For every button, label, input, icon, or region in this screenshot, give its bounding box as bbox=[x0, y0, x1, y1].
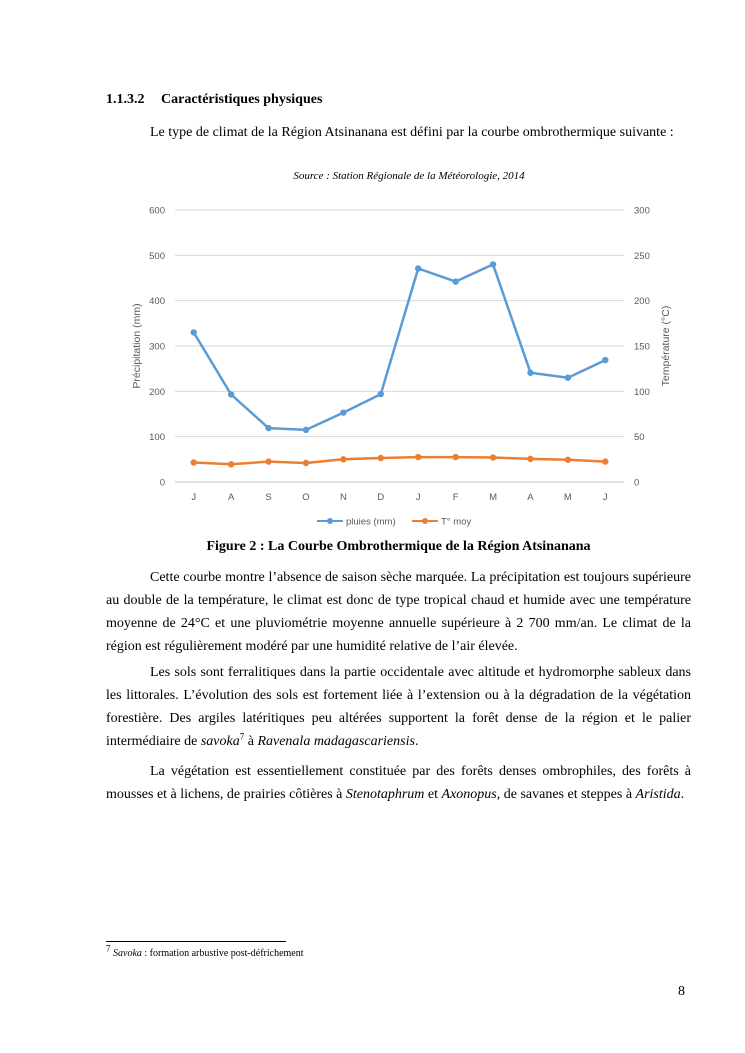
paragraph-vegetation-text-3: , de savanes et steppes à bbox=[496, 787, 636, 802]
data-point bbox=[527, 370, 533, 376]
term-stenotaphrum: Stenotaphrum bbox=[345, 787, 425, 802]
data-point bbox=[452, 454, 458, 460]
term-savoka: savoka bbox=[200, 734, 240, 749]
data-point bbox=[303, 427, 309, 433]
paragraph-soils-text-3: . bbox=[414, 734, 419, 749]
y-tick-label: 600 bbox=[149, 205, 165, 217]
y-tick-label: 0 bbox=[159, 477, 165, 489]
y-right-tick-label: 50 bbox=[634, 432, 645, 444]
y-right-tick-label: 100 bbox=[634, 386, 650, 398]
data-point bbox=[602, 357, 608, 363]
data-point bbox=[340, 456, 346, 462]
data-point bbox=[265, 425, 271, 431]
data-point bbox=[490, 454, 496, 460]
data-point bbox=[527, 456, 533, 462]
data-point bbox=[415, 454, 421, 460]
data-point bbox=[265, 458, 271, 464]
x-tick-label: F bbox=[452, 492, 459, 503]
y-tick-label: 300 bbox=[149, 341, 165, 353]
x-tick-label: N bbox=[339, 492, 347, 503]
y-right-tick-label: 150 bbox=[634, 341, 650, 353]
y-axis-title: Précipitation (mm) bbox=[131, 303, 143, 389]
x-tick-label: J bbox=[602, 492, 608, 503]
x-tick-label: A bbox=[527, 492, 534, 503]
y-tick-label: 400 bbox=[149, 296, 165, 308]
term-axonopus: Axonopus bbox=[441, 787, 497, 802]
y-tick-label: 100 bbox=[149, 432, 165, 444]
data-point bbox=[191, 329, 197, 335]
y-right-tick-label: 300 bbox=[634, 205, 650, 217]
paragraph-vegetation-text-4: . bbox=[680, 787, 685, 802]
y-right-tick-label: 200 bbox=[634, 296, 650, 308]
intro-text: Le type de climat de la Région Atsinanana est défini par la courbe ombrothermique suivante : bbox=[150, 125, 674, 140]
x-tick-label: J bbox=[415, 492, 421, 503]
paragraph-soils bbox=[106, 661, 691, 753]
term-ravenala: Ravenala madagascariensis bbox=[257, 734, 415, 749]
footnote-term: Savoka bbox=[113, 948, 142, 959]
paragraph-vegetation-text-2: et bbox=[424, 787, 442, 802]
paragraph-vegetation-text: La végétation est essentiellement constituée par des forêts denses ombrophiles, des forêts à mousses et à lichens, de prairies côtières à bbox=[106, 764, 691, 802]
footnote-number: 7 bbox=[106, 943, 111, 954]
figure-caption: Figure 2 : La Courbe Ombrothermique de la Région Atsinanana bbox=[206, 539, 591, 554]
data-point bbox=[602, 458, 608, 464]
data-point bbox=[378, 455, 384, 461]
series-line-0 bbox=[194, 264, 606, 430]
data-point bbox=[228, 461, 234, 467]
x-tick-label: J bbox=[191, 492, 197, 503]
data-point bbox=[565, 375, 571, 381]
legend-marker bbox=[327, 518, 333, 524]
data-point bbox=[340, 409, 346, 415]
paragraph-soils-text: Les sols sont ferralitiques dans la partie occidentale avec altitude et hydromorphe sableux dans les littorales. L’évolution des sols est fortement liée à l’extension ou à la dégradation de la végétation forestière. Des argiles latéritiques peu altérées supportent la forêt dense de la région et le palier intermédiaire de bbox=[106, 665, 691, 749]
ombrothermic-chart bbox=[125, 198, 695, 534]
legend-label: T° moy bbox=[441, 516, 472, 528]
term-aristida: Aristida bbox=[635, 787, 681, 802]
x-tick-label: D bbox=[377, 492, 385, 503]
chart-source: Source : Station Régionale de la Météorologie, 2014 bbox=[293, 170, 525, 182]
paragraph-climate bbox=[106, 566, 691, 658]
x-tick-label: A bbox=[227, 492, 235, 503]
section-title: Caractéristiques physiques bbox=[161, 92, 323, 107]
y-right-axis-title: Température (°C) bbox=[660, 305, 672, 387]
footnote bbox=[106, 943, 304, 959]
x-tick-label: S bbox=[265, 492, 272, 503]
paragraph-soils-text-2: à bbox=[244, 734, 258, 749]
y-tick-label: 200 bbox=[149, 386, 165, 398]
page-number: 8 bbox=[678, 984, 685, 999]
footnote-text: : formation arbustive post-défrichement bbox=[141, 948, 304, 959]
data-point bbox=[490, 261, 496, 267]
section-number: 1.1.3.2 bbox=[106, 92, 145, 107]
x-tick-label: O bbox=[302, 492, 310, 503]
data-point bbox=[378, 391, 384, 397]
y-tick-label: 500 bbox=[149, 250, 165, 262]
paragraph-vegetation bbox=[106, 760, 691, 806]
data-point bbox=[565, 457, 571, 463]
chart-legend bbox=[317, 517, 471, 528]
y-right-tick-label: 0 bbox=[634, 477, 640, 489]
x-tick-label: M bbox=[563, 492, 572, 503]
data-point bbox=[191, 459, 197, 465]
data-point bbox=[452, 278, 458, 284]
section-heading bbox=[106, 92, 322, 108]
series-line-1 bbox=[194, 457, 606, 464]
chart-gridlines bbox=[175, 210, 624, 482]
legend-label: pluies (mm) bbox=[346, 516, 396, 528]
legend-marker bbox=[422, 518, 428, 524]
x-tick-label: M bbox=[489, 492, 498, 503]
footnote-separator bbox=[106, 941, 286, 942]
y-right-tick-label: 250 bbox=[634, 250, 650, 262]
paragraph-climate-text: Cette courbe montre l’absence de saison sèche marquée. La précipitation est toujours supérieure au double de la température, le climat est donc de type tropical chaud et humide avec une température moyenne de 24°C et une pluviométrie moyenne annuelle supérieure à 2 700 mm/an. Le climat de la région est régulièrement modéré par une humidité relative de l’air élevée. bbox=[106, 570, 691, 654]
data-point bbox=[303, 460, 309, 466]
footnote-reference: 7 bbox=[239, 731, 245, 742]
data-point bbox=[415, 265, 421, 271]
intro-paragraph bbox=[106, 121, 691, 144]
data-point bbox=[228, 391, 234, 397]
